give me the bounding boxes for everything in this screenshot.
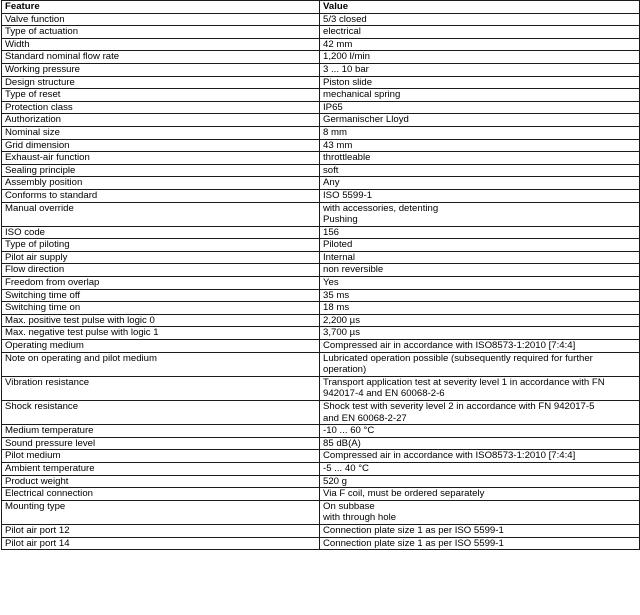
value-cell <box>320 450 640 463</box>
value-cell <box>320 264 640 277</box>
feature-cell: Protection class <box>2 101 320 114</box>
value-line: 18 ms <box>323 302 350 314</box>
feature-value-table <box>1 0 640 550</box>
feature-cell: Vibration resistance <box>2 376 320 400</box>
feature-cell: Type of piloting <box>2 239 320 252</box>
value-cell <box>320 340 640 353</box>
value-cell <box>320 488 640 501</box>
value-cell <box>320 177 640 190</box>
feature-cell: Switching time off <box>2 289 320 302</box>
feature-cell: Type of actuation <box>2 26 320 39</box>
value-cell <box>320 524 640 537</box>
value-line: Transport application test at severity level 1 in accordance with FN <box>323 376 605 388</box>
value-cell <box>320 26 640 39</box>
feature-cell: Conforms to standard <box>2 189 320 202</box>
value-line: Internal <box>323 251 355 263</box>
value-line: mechanical spring <box>323 89 401 101</box>
feature-cell: Product weight <box>2 475 320 488</box>
value-line: Compressed air in accordance with ISO8573-1:2010 [7:4:4] <box>323 340 576 352</box>
table-row <box>2 164 640 177</box>
value-line: 43 mm <box>323 139 353 151</box>
feature-cell: Pilot air supply <box>2 251 320 264</box>
table-row <box>2 51 640 64</box>
feature-cell: Standard nominal flow rate <box>2 51 320 64</box>
value-cell <box>320 38 640 51</box>
value-line: 8 mm <box>323 126 347 138</box>
feature-cell: Flow direction <box>2 264 320 277</box>
value-line: 5/3 closed <box>323 13 367 25</box>
value-line: On subbase <box>323 500 375 512</box>
feature-cell: Manual override <box>2 202 320 226</box>
table-body <box>2 13 640 550</box>
value-cell <box>320 126 640 139</box>
value-line: operation) <box>323 364 367 376</box>
value-line: Piloted <box>323 239 353 251</box>
table-row <box>2 139 640 152</box>
value-line: with through hole <box>323 512 397 524</box>
value-cell <box>320 376 640 400</box>
value-line: -10 ... 60 °C <box>323 425 375 437</box>
feature-cell: Note on operating and pilot medium <box>2 352 320 376</box>
table-row <box>2 89 640 102</box>
feature-cell: Ambient temperature <box>2 462 320 475</box>
table-row <box>2 302 640 315</box>
value-cell <box>320 152 640 165</box>
table-row <box>2 537 640 550</box>
value-line: Piston slide <box>323 76 373 88</box>
table-row <box>2 376 640 400</box>
feature-cell: Width <box>2 38 320 51</box>
value-line: with accessories, detenting <box>323 202 439 214</box>
table-row <box>2 277 640 290</box>
feature-cell: Electrical connection <box>2 488 320 501</box>
table-row <box>2 524 640 537</box>
feature-cell: Shock resistance <box>2 401 320 425</box>
feature-cell: Exhaust-air function <box>2 152 320 165</box>
value-line: non reversible <box>323 264 384 276</box>
feature-cell: Pilot air port 12 <box>2 524 320 537</box>
feature-cell: Pilot air port 14 <box>2 537 320 550</box>
table-row <box>2 251 640 264</box>
value-line: 942017-4 and EN 60068-2-6 <box>323 388 445 400</box>
table-row <box>2 38 640 51</box>
value-cell <box>320 139 640 152</box>
value-cell <box>320 462 640 475</box>
table-row <box>2 488 640 501</box>
table-row <box>2 114 640 127</box>
feature-cell: Max. positive test pulse with logic 0 <box>2 314 320 327</box>
feature-cell: Valve function <box>2 13 320 26</box>
header-value: Value <box>320 1 640 14</box>
table-row <box>2 340 640 353</box>
table-row <box>2 352 640 376</box>
value-line: 2,200 µs <box>323 314 360 326</box>
feature-cell: Freedom from overlap <box>2 277 320 290</box>
feature-cell: Medium temperature <box>2 425 320 438</box>
value-line: IP65 <box>323 101 343 113</box>
value-cell <box>320 425 640 438</box>
table-row <box>2 152 640 165</box>
value-cell <box>320 51 640 64</box>
table-row <box>2 462 640 475</box>
feature-cell: Mounting type <box>2 500 320 524</box>
table-row <box>2 314 640 327</box>
value-line: Compressed air in accordance with ISO8573-1:2010 [7:4:4] <box>323 450 576 462</box>
table-row <box>2 189 640 202</box>
value-line: 3,700 µs <box>323 327 360 339</box>
table-row <box>2 425 640 438</box>
table-row <box>2 76 640 89</box>
value-cell <box>320 437 640 450</box>
feature-cell: Nominal size <box>2 126 320 139</box>
value-line: Any <box>323 177 340 189</box>
value-line: Shock test with severity level 2 in accordance with FN 942017-5 <box>323 401 595 412</box>
table-row <box>2 475 640 488</box>
table-row <box>2 202 640 226</box>
table-row <box>2 289 640 302</box>
value-cell <box>320 500 640 524</box>
value-line: Germanischer Lloyd <box>323 114 409 126</box>
value-cell <box>320 289 640 302</box>
value-line: 3 ... 10 bar <box>323 63 369 75</box>
value-cell <box>320 114 640 127</box>
value-cell <box>320 13 640 26</box>
feature-cell: Type of reset <box>2 89 320 102</box>
value-cell <box>320 537 640 550</box>
value-line: throttleable <box>323 152 371 164</box>
value-cell <box>320 189 640 202</box>
value-cell <box>320 226 640 239</box>
table-row <box>2 401 640 425</box>
table-row <box>2 264 640 277</box>
feature-cell: Design structure <box>2 76 320 89</box>
table-row <box>2 226 640 239</box>
value-cell <box>320 327 640 340</box>
value-cell <box>320 302 640 315</box>
table-row <box>2 13 640 26</box>
value-cell <box>320 401 640 425</box>
feature-cell: ISO code <box>2 226 320 239</box>
value-line: Via F coil, must be ordered separately <box>323 488 485 500</box>
value-cell <box>320 314 640 327</box>
table-row <box>2 126 640 139</box>
value-cell <box>320 63 640 76</box>
value-line: Connection plate size 1 as per ISO 5599-1 <box>323 524 504 536</box>
value-line: 520 g <box>323 475 348 487</box>
value-line: Yes <box>323 277 339 289</box>
table-row <box>2 63 640 76</box>
feature-cell: Working pressure <box>2 63 320 76</box>
value-line: -5 ... 40 °C <box>323 462 369 474</box>
feature-cell: Max. negative test pulse with logic 1 <box>2 327 320 340</box>
value-cell <box>320 101 640 114</box>
value-line: Connection plate size 1 as per ISO 5599-1 <box>323 537 504 549</box>
table-row <box>2 101 640 114</box>
header-feature: Feature <box>2 1 320 14</box>
feature-cell: Authorization <box>2 114 320 127</box>
value-line: 42 mm <box>323 38 353 50</box>
value-cell <box>320 164 640 177</box>
feature-cell: Sealing principle <box>2 164 320 177</box>
value-line: and EN 60068-2-27 <box>323 412 407 424</box>
table-row <box>2 26 640 39</box>
value-cell <box>320 251 640 264</box>
table-row <box>2 450 640 463</box>
feature-cell: Sound pressure level <box>2 437 320 450</box>
value-cell <box>320 475 640 488</box>
value-line: 1,200 l/min <box>323 51 370 63</box>
table-row <box>2 177 640 190</box>
value-line: electrical <box>323 26 361 38</box>
value-line: ISO 5599-1 <box>323 189 373 201</box>
table-row <box>2 239 640 252</box>
value-line: soft <box>323 164 339 176</box>
value-cell <box>320 202 640 226</box>
value-cell <box>320 239 640 252</box>
value-line: 35 ms <box>323 289 350 301</box>
value-line: Pushing <box>323 214 358 226</box>
feature-cell: Grid dimension <box>2 139 320 152</box>
table-row <box>2 437 640 450</box>
value-line: 85 dB(A) <box>323 437 361 449</box>
value-cell <box>320 277 640 290</box>
table-row <box>2 500 640 524</box>
feature-cell: Pilot medium <box>2 450 320 463</box>
value-cell <box>320 89 640 102</box>
feature-cell: Switching time on <box>2 302 320 315</box>
table-row <box>2 327 640 340</box>
value-line: Lubricated operation possible (subsequently required for further <box>323 352 593 364</box>
table-header-row <box>2 1 640 14</box>
value-cell <box>320 76 640 89</box>
feature-cell: Operating medium <box>2 340 320 353</box>
value-line: 156 <box>323 226 340 238</box>
value-cell <box>320 352 640 376</box>
feature-cell: Assembly position <box>2 177 320 190</box>
